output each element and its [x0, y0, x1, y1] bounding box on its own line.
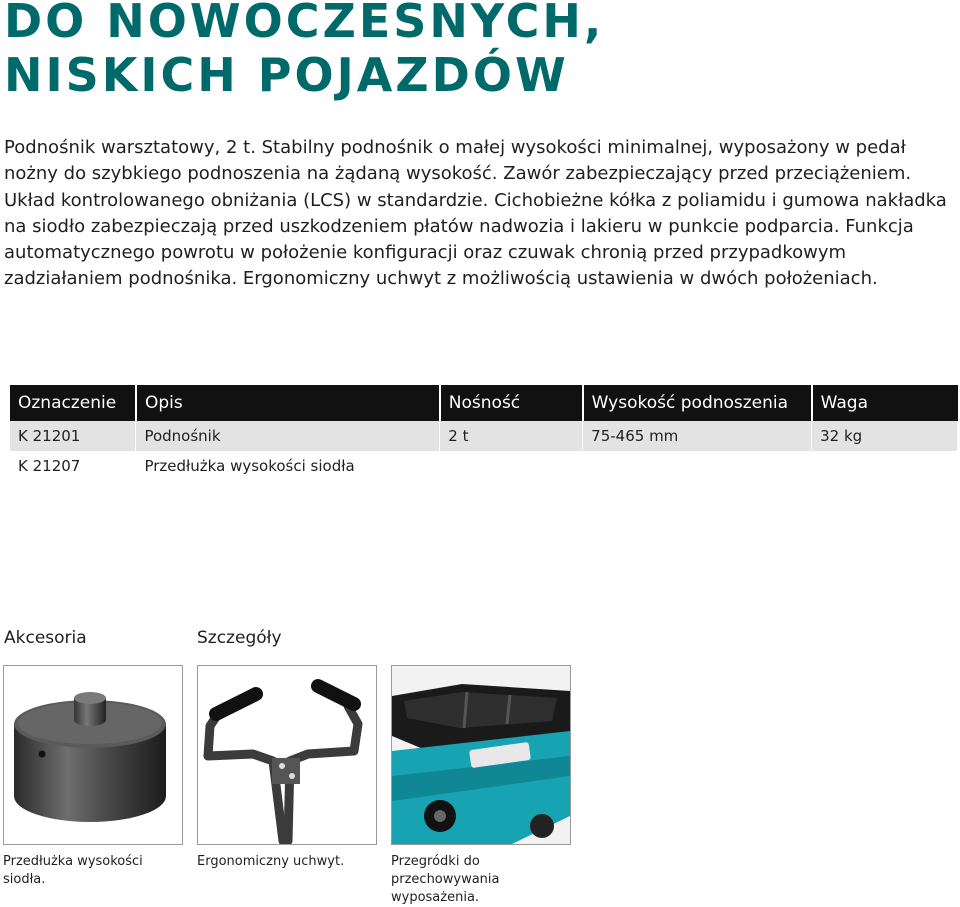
- page-heading: [4, 0, 604, 102]
- cell-code: K 21207: [10, 451, 136, 481]
- storage-tray-photo-icon: [392, 666, 570, 844]
- header-nosnosc: Nośność: [440, 385, 583, 421]
- saddle-extension-photo-icon: [4, 666, 182, 844]
- header-oznaczenie: Oznaczenie: [10, 385, 136, 421]
- cell-capacity: 2 t: [440, 421, 583, 451]
- cell-code: K 21201: [10, 421, 136, 451]
- saddle-extension-image: [3, 665, 183, 845]
- cell-capacity: [440, 451, 583, 481]
- cell-description: Podnośnik: [136, 421, 440, 451]
- section-title-accessories: Akcesoria: [4, 628, 87, 648]
- cell-description: Przedłużka wysokości siodła: [136, 451, 440, 481]
- storage-tray-image: [391, 665, 571, 845]
- cell-lift-height: 75-465 mm: [583, 421, 812, 451]
- header-waga: Waga: [812, 385, 958, 421]
- table-header-row: [10, 385, 958, 421]
- spec-table: [10, 385, 958, 481]
- header-wysokosc: Wysokość podnoszenia: [583, 385, 812, 421]
- table-row: [10, 451, 958, 481]
- caption-storage-tray: Przegródki do przechowywania wyposażenia.: [391, 854, 500, 905]
- cell-weight: [812, 451, 958, 481]
- table-row: [10, 421, 958, 451]
- header-opis: Opis: [136, 385, 440, 421]
- caption-saddle-extension: Przedłużka wysokości siodła.: [3, 854, 143, 887]
- caption-ergonomic-handle: Ergonomiczny uchwyt.: [197, 854, 345, 869]
- page-heading-line-2: NISKICH POJAZDÓW: [4, 48, 569, 102]
- section-title-details: Szczegóły: [197, 628, 282, 648]
- cell-weight: 32 kg: [812, 421, 958, 451]
- page-heading-line-1: DO NOWOCZESNYCH,: [4, 0, 605, 48]
- product-description: Podnośnik warsztatowy, 2 t. Stabilny podnośnik o małej wysokości minimalnej, wyposażony w pedał nożny do szybkiego podnoszenia na żądaną wysokość. Zawór zabezpieczający przed przeciążeniem. Układ kontrolowanego obniżania (LCS) w standardzie. Cichobieżne kółka z poliamidu i gumowa nakładka na siodło zabezpieczają przed uszkodzeniem płatów nadwozia i lakieru w punkcie podparcia. Funkcja automatycznego powrotu w położenie konfiguracji oraz czuwak chronią przed przypadkowym zadziałaniem podnośnika. Ergonomiczny uchwyt z możliwością ustawienia w dwóch położeniach.: [4, 137, 947, 290]
- cell-lift-height: [583, 451, 812, 481]
- ergonomic-handle-photo-icon: [198, 666, 376, 844]
- ergonomic-handle-image: [197, 665, 377, 845]
